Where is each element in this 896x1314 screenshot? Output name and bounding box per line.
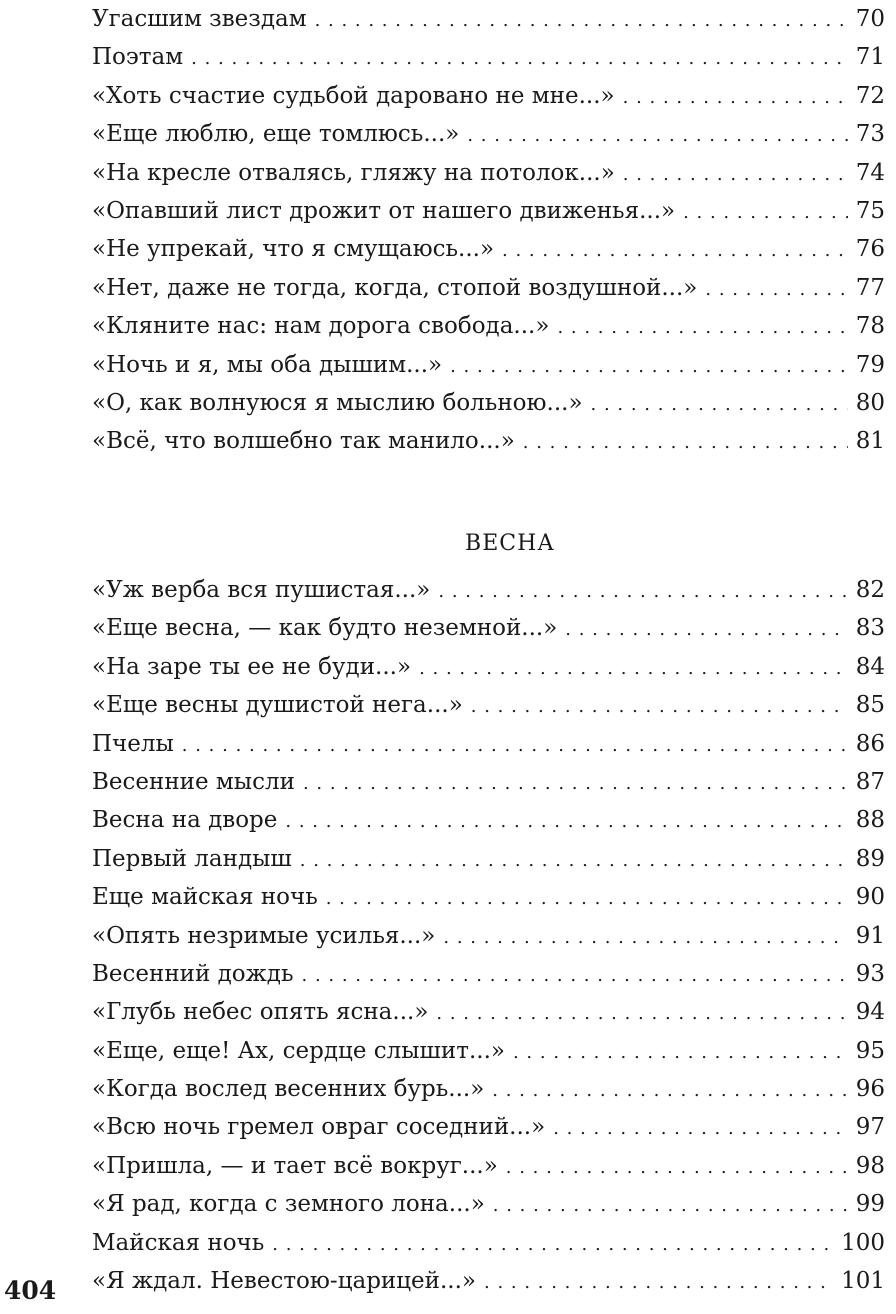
toc-entry-page: 88 [855,807,885,834]
dot-leader [623,79,848,117]
toc-entry-title: Весна на дворе [92,807,278,834]
toc-entry [92,1108,885,1146]
toc-entry-page: 74 [855,159,885,186]
toc-entry-page: 95 [855,1037,885,1064]
toc-entry-page: 87 [855,768,885,795]
dot-leader [450,348,848,386]
toc-entry-page: 86 [855,730,885,757]
dot-leader [467,117,847,155]
toc-entry-page: 76 [855,236,885,263]
toc-entry-title: «Я ждал. Невестою-царицей...» [92,1268,476,1295]
dot-leader [191,40,848,78]
dot-leader [272,1226,833,1264]
dot-leader [471,688,848,726]
dot-leader [683,194,848,232]
toc-entry-page: 97 [855,1114,885,1141]
toc-entry-page: 101 [841,1268,885,1295]
toc-entry-title: «Не упрекай, что я смущаюсь...» [92,236,495,263]
toc-entry [92,422,885,460]
dot-leader [493,1187,848,1225]
toc-entry-title: «Ночь и я, мы оба дышим...» [92,351,443,378]
toc-entry [92,269,885,307]
toc-entry [92,609,885,647]
toc-entry-page: 79 [855,351,885,378]
toc-entry [92,878,885,916]
dot-leader [419,650,848,688]
dot-leader [443,919,847,957]
toc-entry [92,38,885,76]
toc-entry-title: Весенние мысли [92,768,295,795]
toc-entry-title: Весенний дождь [92,960,294,987]
toc-entry [92,571,885,609]
toc-entry-title: Еще майская ночь [92,884,318,911]
toc-list-top [92,0,885,461]
toc-entry [92,384,885,422]
dot-leader [502,232,848,270]
toc-entry-page: 100 [841,1229,885,1256]
toc-entry-page: 73 [855,121,885,148]
toc-entry-title: «Хоть счастие судьбой даровано не мне...» [92,82,615,109]
toc-entry [92,230,885,268]
toc-entry-page: 84 [855,653,885,680]
toc-entry-page: 71 [855,44,885,71]
dot-leader [506,1149,848,1187]
toc-entry-page: 85 [855,692,885,719]
dot-leader [438,573,847,611]
toc-entry-title: «О, как волнуюся я мыслию больною...» [92,389,583,416]
toc-entry-title: «Когда вослед весенних бурь...» [92,1076,485,1103]
toc-entry-page: 70 [855,6,885,32]
toc-entry-title: «Пришла, — и тает всё вокруг...» [92,1152,498,1179]
toc-entry-title: Первый ландыш [92,845,292,872]
toc-entry-page: 72 [855,82,885,109]
toc-entry-title: «Опять незримые усилья...» [92,922,436,949]
dot-leader [565,611,847,649]
page-number-folio: 404 [4,1276,57,1305]
dot-leader [557,309,847,347]
dot-leader [553,1110,848,1148]
toc-entry [92,0,885,38]
toc-list-spring [92,571,885,1300]
toc-entry-title: «Кляните нас: нам дорога свобода...» [92,313,550,340]
toc-entry [92,1070,885,1108]
toc-entry [92,192,885,230]
dot-leader [436,995,847,1033]
dot-leader [302,957,848,995]
dot-leader [492,1072,847,1110]
toc-entry-title: «Еще весна, — как будто неземной...» [92,615,558,642]
toc-entry [92,840,885,878]
toc-entry [92,725,885,763]
dot-leader [705,271,847,309]
dot-leader [315,2,848,40]
toc-entry-title: «Еще, еще! Ах, сердце слышит...» [92,1037,505,1064]
toc-entry-page: 77 [855,274,885,301]
dot-leader [513,1034,848,1072]
toc-entry [92,307,885,345]
dot-leader [285,803,847,841]
section-heading: ВЕСНА [465,531,555,556]
toc-entry [92,77,885,115]
toc-entry [92,154,885,192]
toc-entry-title: «Всё, что волшебно так манило...» [92,428,515,455]
toc-entry-title: «Уж верба вся пушистая...» [92,577,431,603]
toc-entry-title: Майская ночь [92,1229,265,1256]
toc-entry-title: «Глубь небес опять ясна...» [92,999,429,1026]
dot-leader [303,765,848,803]
toc-entry-page: 80 [855,389,885,416]
toc-entry-title: «На заре ты ее не буди...» [92,653,412,680]
dot-leader [623,156,848,194]
toc-entry-page: 99 [855,1191,885,1218]
toc-entry [92,1224,885,1262]
dot-leader [484,1264,833,1302]
toc-entry-page: 94 [855,999,885,1026]
dot-leader [523,424,848,462]
toc-entry [92,1032,885,1070]
toc-entry-page: 82 [855,577,885,603]
toc-entry-title: «Еще люблю, еще томлюсь...» [92,121,460,148]
toc-entry-title: Угасшим звездам [92,6,307,32]
toc-entry [92,686,885,724]
toc-entry-page: 81 [855,428,885,455]
toc-entry [92,1185,885,1223]
toc-entry-title: «Опавший лист дрожит от нашего движенья...» [92,197,676,224]
toc-entry [92,115,885,153]
toc-entry-title: «На кресле отвалясь, гляжу на потолок...» [92,159,615,186]
toc-entry [92,955,885,993]
toc-entry-page: 83 [855,615,885,642]
toc-entry-page: 93 [855,960,885,987]
toc-entry [92,763,885,801]
toc-entry-page: 91 [855,922,885,949]
toc-entry-title: Пчелы [92,730,174,757]
toc-entry-page: 89 [855,845,885,872]
toc-entry [92,1262,885,1300]
toc-entry-page: 98 [855,1152,885,1179]
toc-entry [92,801,885,839]
toc-entry-page: 78 [855,313,885,340]
dot-leader [300,842,848,880]
toc-entry-page: 90 [855,884,885,911]
toc-entry [92,648,885,686]
toc-entry-title: Поэтам [92,44,184,71]
toc-entry-title: «Всю ночь гремел овраг соседний...» [92,1114,546,1141]
toc-entry [92,346,885,384]
toc-entry [92,917,885,955]
toc-entry-page: 96 [855,1076,885,1103]
toc-entry-page: 75 [855,197,885,224]
dot-leader [591,386,848,424]
dot-leader [326,880,848,918]
toc-entry-title: «Еще весны душистой нега...» [92,692,463,719]
toc-entry-title: «Нет, даже не тогда, когда, стопой воздушной...» [92,274,698,301]
toc-entry [92,993,885,1031]
toc-entry [92,1147,885,1185]
dot-leader [182,727,848,765]
toc-entry-title: «Я рад, когда с земного лона...» [92,1191,485,1218]
